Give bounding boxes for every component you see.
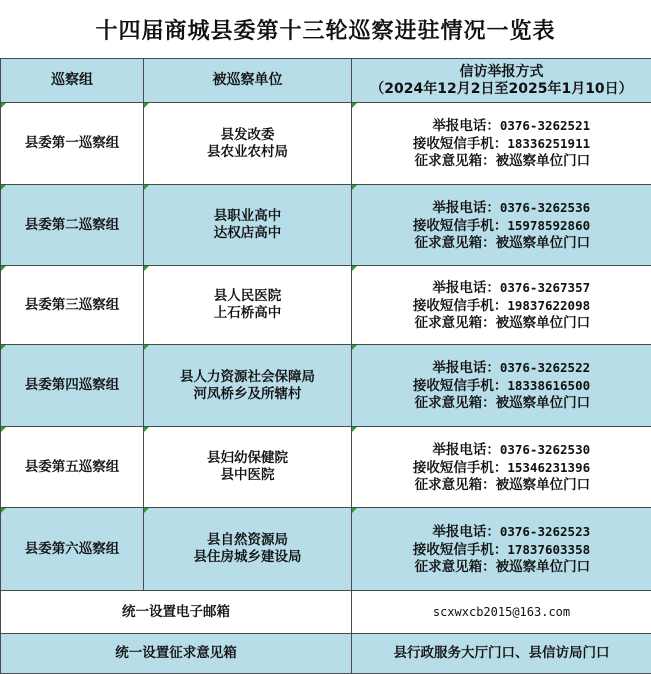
table-row bbox=[1, 345, 651, 427]
group-cell: 县委第六巡察组 bbox=[1, 508, 144, 591]
mobile-number: 17837603358 bbox=[507, 542, 590, 557]
phone-label: 举报电话： bbox=[432, 118, 500, 134]
contact-cell bbox=[352, 266, 651, 345]
table-row bbox=[1, 103, 651, 185]
mobile-number: 18336251911 bbox=[507, 136, 590, 151]
email-label: 统一设置电子邮箱 bbox=[1, 591, 352, 634]
table-row bbox=[1, 185, 651, 266]
phone-number: 0376-3262522 bbox=[500, 360, 590, 375]
inspection-table bbox=[0, 58, 651, 674]
box-label: 征求意见箱： bbox=[415, 153, 496, 169]
unit-cell bbox=[144, 508, 352, 591]
contact-cell bbox=[352, 103, 651, 185]
contact-cell bbox=[352, 508, 651, 591]
contact-cell bbox=[352, 185, 651, 266]
phone-label: 举报电话： bbox=[432, 200, 500, 216]
unit-cell bbox=[144, 185, 352, 266]
box-location: 被巡察单位门口 bbox=[496, 153, 591, 169]
sms-label: 接收短信手机： bbox=[413, 298, 508, 314]
unit-name: 县妇幼保健院 bbox=[144, 450, 351, 467]
sms-label: 接收短信手机： bbox=[413, 378, 508, 394]
unit-name: 县农业农村局 bbox=[144, 144, 351, 161]
unit-cell bbox=[144, 345, 352, 427]
group-cell: 县委第三巡察组 bbox=[1, 266, 144, 345]
box-label: 征求意见箱： bbox=[415, 559, 496, 575]
phone-number: 0376-3262536 bbox=[500, 200, 590, 215]
header-contact-period: （2024年12月2日至2025年1月10日） bbox=[352, 81, 651, 98]
table-row bbox=[1, 427, 651, 508]
contact-cell bbox=[352, 427, 651, 508]
phone-label: 举报电话： bbox=[432, 442, 500, 458]
email-cell bbox=[352, 591, 651, 634]
table-header-row bbox=[1, 59, 651, 103]
unit-name: 达权店高中 bbox=[144, 225, 351, 242]
box-label: 征求意见箱： bbox=[415, 395, 496, 411]
group-cell: 县委第五巡察组 bbox=[1, 427, 144, 508]
header-group: 巡察组 bbox=[1, 59, 144, 103]
mobile-number: 15978592860 bbox=[507, 218, 590, 233]
unit-cell bbox=[144, 103, 352, 185]
group-cell: 县委第二巡察组 bbox=[1, 185, 144, 266]
email-address: scxwxcb2015@163.com bbox=[433, 605, 570, 619]
header-contact bbox=[352, 59, 651, 103]
unit-name: 县人民医院 bbox=[144, 288, 351, 305]
phone-number: 0376-3262521 bbox=[500, 118, 590, 133]
box-location: 被巡察单位门口 bbox=[496, 477, 591, 493]
unit-name: 上石桥高中 bbox=[144, 305, 351, 322]
unit-cell bbox=[144, 266, 352, 345]
sms-label: 接收短信手机： bbox=[413, 542, 508, 558]
header-unit: 被巡察单位 bbox=[144, 59, 352, 103]
unit-name: 县发改委 bbox=[144, 127, 351, 144]
box-location: 被巡察单位门口 bbox=[496, 395, 591, 411]
suggestion-box-label: 统一设置征求意见箱 bbox=[1, 634, 352, 674]
email-row bbox=[1, 591, 651, 634]
unit-name: 河凤桥乡及所辖村 bbox=[144, 386, 351, 403]
phone-label: 举报电话： bbox=[432, 280, 500, 296]
unit-name: 县中医院 bbox=[144, 467, 351, 484]
box-location: 被巡察单位门口 bbox=[496, 235, 591, 251]
group-cell: 县委第四巡察组 bbox=[1, 345, 144, 427]
box-label: 征求意见箱： bbox=[415, 315, 496, 331]
contact-cell bbox=[352, 345, 651, 427]
suggestion-box-row bbox=[1, 634, 651, 674]
unit-name: 县人力资源社会保障局 bbox=[144, 369, 351, 386]
mobile-number: 19837622098 bbox=[507, 298, 590, 313]
box-label: 征求意见箱： bbox=[415, 477, 496, 493]
group-cell: 县委第一巡察组 bbox=[1, 103, 144, 185]
sms-label: 接收短信手机： bbox=[413, 136, 508, 152]
table-row bbox=[1, 266, 651, 345]
sms-label: 接收短信手机： bbox=[413, 218, 508, 234]
unit-name: 县自然资源局 bbox=[144, 532, 351, 549]
box-location: 被巡察单位门口 bbox=[496, 559, 591, 575]
box-location: 被巡察单位门口 bbox=[496, 315, 591, 331]
phone-label: 举报电话： bbox=[432, 524, 500, 540]
phone-number: 0376-3267357 bbox=[500, 280, 590, 295]
unit-name: 县职业高中 bbox=[144, 208, 351, 225]
header-contact-title: 信访举报方式 bbox=[352, 64, 651, 81]
mobile-number: 18338616500 bbox=[507, 378, 590, 393]
page-title: 十四届商城县委第十三轮巡察进驻情况一览表 bbox=[0, 0, 651, 58]
phone-number: 0376-3262530 bbox=[500, 442, 590, 457]
suggestion-box-locations: 县行政服务大厅门口、县信访局门口 bbox=[352, 634, 651, 674]
table-row bbox=[1, 508, 651, 591]
unit-name: 县住房城乡建设局 bbox=[144, 549, 351, 566]
unit-cell bbox=[144, 427, 352, 508]
box-label: 征求意见箱： bbox=[415, 235, 496, 251]
sms-label: 接收短信手机： bbox=[413, 460, 508, 476]
phone-label: 举报电话： bbox=[432, 360, 500, 376]
mobile-number: 15346231396 bbox=[507, 460, 590, 475]
phone-number: 0376-3262523 bbox=[500, 524, 590, 539]
